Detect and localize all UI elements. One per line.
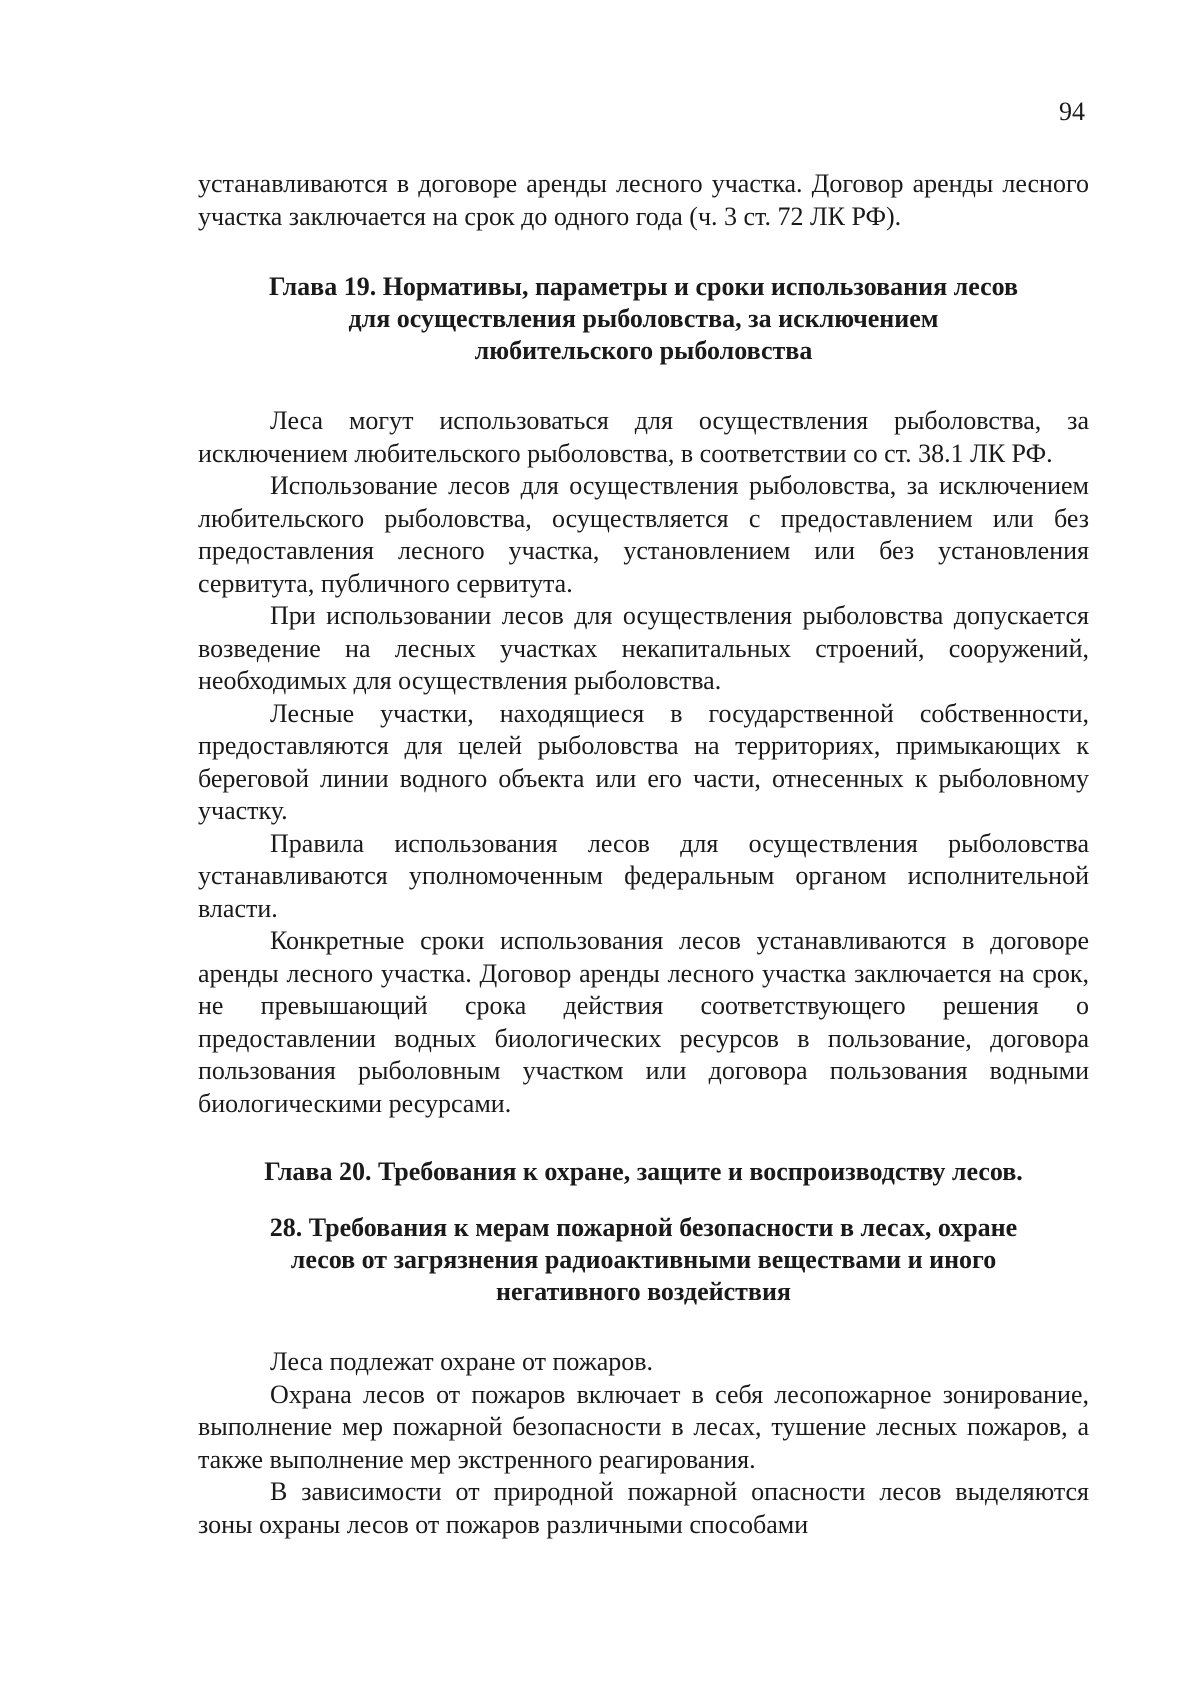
chapter-19-paragraph: Лесные участки, находящиеся в государственной собственности, предоставляются для целей рыболовства на территориях, примыкающих к береговой линии водного объекта или его части, отнесенных к рыболовному участку. (198, 698, 1089, 825)
section-28-paragraph: Леса подлежат охране от пожаров. (270, 1347, 654, 1376)
section-28-heading: 28. Требования к мерам пожарной безопасности в лесах, охране лесов от загрязнения радиоактивными веществами и иного негативного воздействия (269, 1213, 1018, 1306)
chapter-19-paragraph: Леса могут использоваться для осуществления рыболовства, за исключением любительского рыболовства, в соответствии со ст. 38.1 ЛК РФ. (198, 406, 1089, 468)
intro-paragraph: устанавливаются в договоре аренды лесного участка. Договор аренды лесного участка заключается на срок до одного года (ч. 3 ст. 72 ЛК РФ). (198, 169, 1089, 231)
section-28-paragraph: В зависимости от природной пожарной опасности лесов выделяются зоны охраны лесов от пожаров различными способами (198, 1477, 1089, 1539)
chapter-19-paragraph: При использовании лесов для осуществления рыболовства допускается возведение на лесных участках некапитальных строений, сооружений, необходимых для осуществления рыболовства. (198, 601, 1089, 695)
chapter-19-paragraph: Конкретные сроки использования лесов устанавливаются в договоре аренды лесного участка. Договор аренды лесного участка заключается на срок, не превышающий срока действия соответствующего решения о предоставлении водных биологических ресурсов в пользование, договора пользования рыболовным участком или договора пользования водными биологическими ресурсами. (198, 926, 1089, 1118)
document-body (198, 168, 1089, 1541)
chapter-19-paragraph: Использование лесов для осуществления рыболовства, за исключением любительского рыболовства, осуществляется с предоставлением или без предоставления лесного участка, установлением или без установления сервитута, публичного сервитута. (198, 471, 1089, 598)
section-28-paragraph: Охрана лесов от пожаров включает в себя лесопожарное зонирование, выполнение мер пожарной безопасности в лесах, тушение лесных пожаров, а также выполнение мер экстренного реагирования. (198, 1379, 1089, 1474)
page-number: 94 (1059, 97, 1085, 126)
chapter-20-heading: Глава 20. Требования к охране, защите и воспроизводству лесов. (264, 1157, 1023, 1186)
chapter-19-paragraph: Правила использования лесов для осуществления рыболовства устанавливаются уполномоченным федеральным органом исполнительной власти. (198, 828, 1089, 923)
chapter-19-heading: Глава 19. Нормативы, параметры и сроки использования лесов для осуществления рыболовства, за исключением любительского рыболовства (268, 272, 1019, 365)
